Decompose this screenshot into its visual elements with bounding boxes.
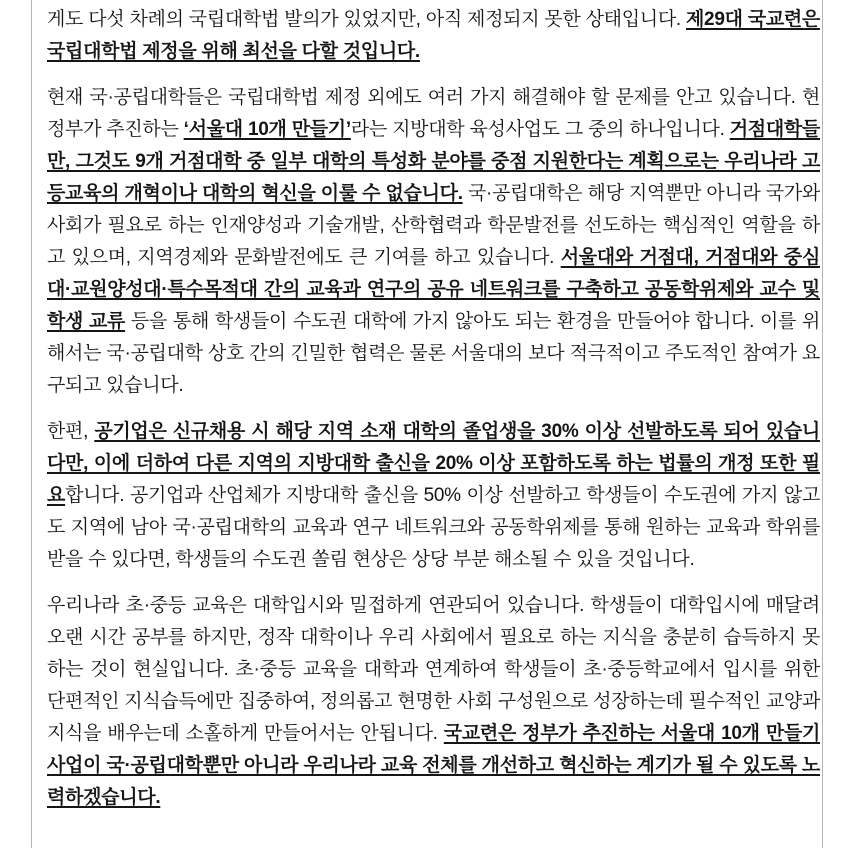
text-segment: 현재 국·공립대학들은 국립대학법 제정 외에도 여러 가지 해결해야 할 문제를 안고 있습니다. 현 정부가 추진하는 bbox=[47, 87, 820, 140]
emphasized-text-segment: 국교련은 정부가 추진하는 서울대 10개 만들기 사업이 국·공립대학뿐만 아니라 우리나라 교육 전체를 개선하고 혁신하는 계기가 될 수 있도록 노력하겠습니다. bbox=[47, 723, 820, 808]
paragraph bbox=[47, 416, 820, 576]
text-segment: 우리나라 초·중등 교육은 대학입시와 밀접하게 연관되어 있습니다. 학생들이 대학입시에 매달려 오랜 시간 공부를 하지만, 정작 대학이나 우리 사회에서 필요로 하는 지식을 충분히 습득하지 못하는 것이 현실입니다. 초·중등 교육을 대학과 연계하여 학생들이 초·중등학교에서 입시를 위한 단편적인 지식습득에만 집중하여, 정의롭고 현명한 사회 구성원으로 성장하는데 필수적인 교양과 지식을 배우는데 소홀하게 만들어서는 안됩니다. bbox=[47, 595, 820, 744]
text-segment: 합니다. 공기업과 산업체가 지방대학 출신을 50% 이상 선발하고 학생들이 수도권에 가지 않고도 지역에 남아 국·공립대학의 교육과 연구 네트워크와 공동학위제를 통해 원하는 교육과 학위를 받을 수 있다면, 학생들의 수도권 쏠림 현상은 상당 부분 해소될 수 있을 것입니다. bbox=[47, 485, 820, 570]
paragraph bbox=[47, 82, 820, 402]
page-margin-guide-left bbox=[31, 0, 32, 848]
text-segment: 국·공립대학은 해당 지역뿐만 아니라 국가와 사회가 필요로 하는 인재양성과 기술개발, 산학협력과 학문발전를 선도하는 핵심적인 역할을 하고 있으며, 지역경제와 문화발전에도 큰 기여를 하고 있습니다. bbox=[47, 183, 820, 268]
emphasized-text-segment: 제29대 국교련은 국립대학법 제정을 위해 최선을 다할 것입니다. bbox=[47, 9, 820, 62]
text-segment: 한편, bbox=[47, 421, 95, 442]
text-segment: 라는 지방대학 육성사업도 그 중의 하나입니다. bbox=[350, 119, 730, 140]
emphasized-text-segment: 서울대와 거점대, 거점대와 중심대·교원양성대·특수목적대 간의 교육과 연구의 공유 네트워크를 구축하고 공동학위제와 교수 및 학생 교류 bbox=[47, 247, 821, 332]
text-segment: 등을 통해 학생들이 수도권 대학에 가지 않아도 되는 환경을 만들어야 합니다. 이를 위해서는 국·공립대학 상호 간의 긴밀한 협력은 물론 서울대의 보다 적극적이고 주도적인 참여가 요구되고 있습니다. bbox=[47, 311, 820, 396]
emphasized-text-segment: 거점대학들만, 그것도 9개 거점대학 중 일부 대학의 특성화 분야를 중점 지원한다는 계획으로는 우리나라 고등교육의 개혁이나 대학의 혁신을 이룰 수 없습니다. bbox=[47, 119, 820, 204]
emphasized-text-segment: ‘서울대 10개 만들기’ bbox=[183, 119, 351, 140]
emphasized-text-segment: 공기업은 신규채용 시 해당 지역 소재 대학의 졸업생을 30% 이상 선발하도록 되어 있습니다만, 이에 더하여 다른 지역의 지방대학 출신을 20% 이상 포함하도록 하는 법률의 개정 또한 필요 bbox=[47, 421, 820, 506]
page-margin-guide-right bbox=[822, 0, 823, 848]
paragraph bbox=[47, 4, 820, 68]
paragraph bbox=[47, 590, 820, 814]
text-segment: 게도 다섯 차례의 국립대학법 발의가 있었지만, 아직 제정되지 못한 상태입니다. bbox=[47, 9, 686, 30]
document-body bbox=[47, 4, 820, 814]
